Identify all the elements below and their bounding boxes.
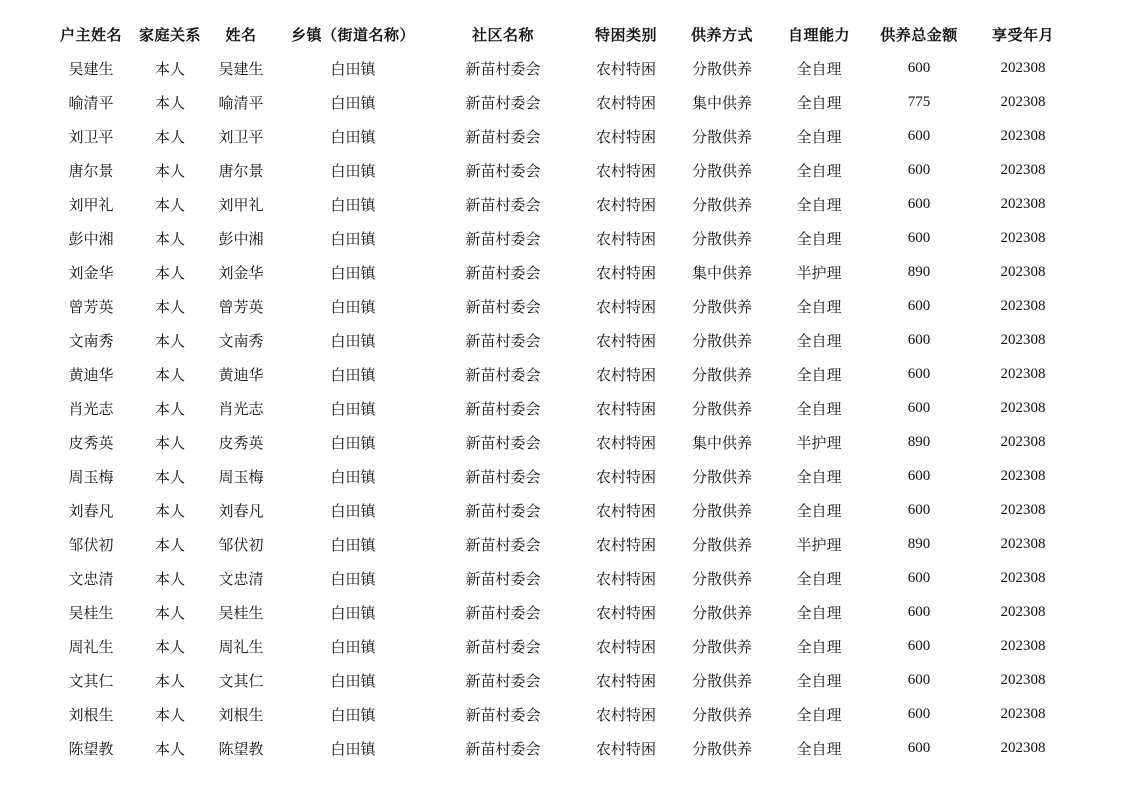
header-category: 特困类别: [594, 25, 657, 44]
cell-self-care: 全自理: [796, 399, 842, 418]
cell-township: 白田镇: [330, 671, 376, 690]
cell-household-head: 陈望教: [68, 739, 114, 758]
cell-amount: 600: [907, 365, 931, 382]
cell-relation: 本人: [154, 331, 185, 350]
cell-category: 农村特困: [595, 161, 656, 180]
cell-name: 文其仁: [218, 671, 264, 690]
cell-relation: 本人: [154, 263, 185, 282]
cell-relation: 本人: [154, 603, 185, 622]
cell-year-month: 202308: [1000, 331, 1046, 348]
cell-year-month: 202308: [1000, 195, 1046, 212]
cell-relation: 本人: [154, 93, 185, 112]
table-row: [46, 187, 1076, 221]
cell-name: 刘春凡: [218, 501, 264, 520]
cell-name: 文忠清: [218, 569, 264, 588]
cell-support-mode: 分散供养: [691, 297, 752, 316]
cell-name: 文南秀: [218, 331, 264, 350]
cell-support-mode: 分散供养: [691, 229, 752, 248]
cell-township: 白田镇: [330, 433, 376, 452]
cell-support-mode: 分散供养: [691, 535, 752, 554]
cell-support-mode: 分散供养: [691, 569, 752, 588]
support-roster-table: [46, 17, 1076, 765]
cell-self-care: 半护理: [796, 263, 842, 282]
cell-amount: 890: [907, 433, 931, 450]
cell-amount: 600: [907, 59, 931, 76]
cell-year-month: 202308: [1000, 433, 1046, 450]
cell-year-month: 202308: [1000, 603, 1046, 620]
cell-self-care: 全自理: [796, 229, 842, 248]
cell-support-mode: 分散供养: [691, 365, 752, 384]
cell-self-care: 全自理: [796, 331, 842, 350]
cell-category: 农村特困: [595, 739, 656, 758]
cell-category: 农村特困: [595, 297, 656, 316]
cell-name: 陈望教: [218, 739, 264, 758]
cell-name: 曾芳英: [218, 297, 264, 316]
table-row: [46, 85, 1076, 119]
cell-category: 农村特困: [595, 467, 656, 486]
cell-community: 新苗村委会: [465, 569, 541, 588]
cell-self-care: 半护理: [796, 535, 842, 554]
cell-self-care: 全自理: [796, 297, 842, 316]
cell-household-head: 文其仁: [68, 671, 114, 690]
cell-category: 农村特困: [595, 59, 656, 78]
cell-year-month: 202308: [1000, 705, 1046, 722]
cell-support-mode: 分散供养: [691, 331, 752, 350]
cell-household-head: 喻清平: [68, 93, 114, 112]
cell-category: 农村特困: [595, 603, 656, 622]
cell-amount: 600: [907, 637, 931, 654]
cell-township: 白田镇: [330, 331, 376, 350]
cell-self-care: 半护理: [796, 433, 842, 452]
cell-amount: 600: [907, 739, 931, 756]
cell-year-month: 202308: [1000, 127, 1046, 144]
cell-support-mode: 分散供养: [691, 705, 752, 724]
cell-township: 白田镇: [330, 467, 376, 486]
cell-community: 新苗村委会: [465, 739, 541, 758]
cell-category: 农村特困: [595, 331, 656, 350]
cell-amount: 600: [907, 705, 931, 722]
cell-year-month: 202308: [1000, 161, 1046, 178]
cell-name: 黄迪华: [218, 365, 264, 384]
cell-support-mode: 集中供养: [691, 93, 752, 112]
cell-relation: 本人: [154, 365, 185, 384]
cell-name: 刘卫平: [218, 127, 264, 146]
cell-self-care: 全自理: [796, 195, 842, 214]
cell-relation: 本人: [154, 433, 185, 452]
cell-amount: 600: [907, 297, 931, 314]
cell-community: 新苗村委会: [465, 433, 541, 452]
cell-amount: 600: [907, 467, 931, 484]
cell-category: 农村特困: [595, 671, 656, 690]
cell-amount: 600: [907, 195, 931, 212]
cell-amount: 600: [907, 331, 931, 348]
cell-relation: 本人: [154, 671, 185, 690]
cell-name: 肖光志: [218, 399, 264, 418]
cell-community: 新苗村委会: [465, 467, 541, 486]
cell-community: 新苗村委会: [465, 365, 541, 384]
table-row: [46, 459, 1076, 493]
header-row: [46, 17, 1076, 51]
cell-township: 白田镇: [330, 161, 376, 180]
cell-self-care: 全自理: [796, 671, 842, 690]
cell-category: 农村特困: [595, 637, 656, 656]
cell-community: 新苗村委会: [465, 229, 541, 248]
cell-relation: 本人: [154, 195, 185, 214]
cell-relation: 本人: [154, 297, 185, 316]
cell-support-mode: 集中供养: [691, 263, 752, 282]
table-row: [46, 561, 1076, 595]
cell-name: 吴桂生: [218, 603, 264, 622]
cell-community: 新苗村委会: [465, 603, 541, 622]
cell-name: 邹伏初: [218, 535, 264, 554]
header-amount: 供养总金额: [880, 25, 958, 44]
header-name: 姓名: [225, 25, 257, 44]
cell-relation: 本人: [154, 229, 185, 248]
cell-year-month: 202308: [1000, 297, 1046, 314]
cell-category: 农村特困: [595, 705, 656, 724]
cell-year-month: 202308: [1000, 501, 1046, 518]
cell-household-head: 黄迪华: [68, 365, 114, 384]
table-row: [46, 51, 1076, 85]
cell-category: 农村特困: [595, 195, 656, 214]
table-row: [46, 323, 1076, 357]
cell-community: 新苗村委会: [465, 161, 541, 180]
cell-year-month: 202308: [1000, 229, 1046, 246]
cell-amount: 600: [907, 501, 931, 518]
cell-support-mode: 分散供养: [691, 637, 752, 656]
table-row: [46, 289, 1076, 323]
table-row: [46, 357, 1076, 391]
cell-relation: 本人: [154, 739, 185, 758]
cell-self-care: 全自理: [796, 59, 842, 78]
cell-township: 白田镇: [330, 535, 376, 554]
header-self-care: 自理能力: [787, 25, 850, 44]
cell-support-mode: 分散供养: [691, 127, 752, 146]
cell-household-head: 周礼生: [68, 637, 114, 656]
cell-category: 农村特困: [595, 433, 656, 452]
cell-name: 周玉梅: [218, 467, 264, 486]
cell-household-head: 文忠清: [68, 569, 114, 588]
table-row: [46, 153, 1076, 187]
cell-self-care: 全自理: [796, 365, 842, 384]
cell-community: 新苗村委会: [465, 297, 541, 316]
cell-amount: 775: [907, 93, 931, 110]
table-row: [46, 221, 1076, 255]
cell-community: 新苗村委会: [465, 331, 541, 350]
table-row: [46, 629, 1076, 663]
cell-year-month: 202308: [1000, 93, 1046, 110]
table-row: [46, 119, 1076, 153]
cell-township: 白田镇: [330, 263, 376, 282]
cell-community: 新苗村委会: [465, 705, 541, 724]
cell-township: 白田镇: [330, 501, 376, 520]
cell-township: 白田镇: [330, 739, 376, 758]
cell-household-head: 曾芳英: [68, 297, 114, 316]
cell-community: 新苗村委会: [465, 671, 541, 690]
cell-township: 白田镇: [330, 195, 376, 214]
cell-category: 农村特困: [595, 127, 656, 146]
cell-self-care: 全自理: [796, 569, 842, 588]
cell-household-head: 唐尔景: [68, 161, 114, 180]
cell-category: 农村特困: [595, 93, 656, 112]
cell-household-head: 吴桂生: [68, 603, 114, 622]
cell-amount: 600: [907, 671, 931, 688]
cell-support-mode: 分散供养: [691, 671, 752, 690]
cell-support-mode: 分散供养: [691, 501, 752, 520]
cell-self-care: 全自理: [796, 637, 842, 656]
cell-household-head: 刘金华: [68, 263, 114, 282]
cell-year-month: 202308: [1000, 671, 1046, 688]
cell-amount: 890: [907, 263, 931, 280]
header-relation: 家庭关系: [138, 25, 201, 44]
cell-relation: 本人: [154, 535, 185, 554]
cell-township: 白田镇: [330, 705, 376, 724]
cell-community: 新苗村委会: [465, 127, 541, 146]
cell-relation: 本人: [154, 59, 185, 78]
header-community: 社区名称: [471, 25, 534, 44]
cell-community: 新苗村委会: [465, 195, 541, 214]
cell-self-care: 全自理: [796, 501, 842, 520]
cell-township: 白田镇: [330, 569, 376, 588]
cell-township: 白田镇: [330, 229, 376, 248]
cell-household-head: 吴建生: [68, 59, 114, 78]
cell-category: 农村特困: [595, 263, 656, 282]
cell-name: 刘根生: [218, 705, 264, 724]
cell-year-month: 202308: [1000, 59, 1046, 76]
table-row: [46, 527, 1076, 561]
cell-household-head: 皮秀英: [68, 433, 114, 452]
cell-township: 白田镇: [330, 365, 376, 384]
cell-community: 新苗村委会: [465, 637, 541, 656]
header-household-head: 户主姓名: [59, 25, 122, 44]
table-row: [46, 663, 1076, 697]
cell-relation: 本人: [154, 161, 185, 180]
cell-township: 白田镇: [330, 603, 376, 622]
cell-township: 白田镇: [330, 59, 376, 78]
cell-household-head: 彭中湘: [68, 229, 114, 248]
cell-township: 白田镇: [330, 127, 376, 146]
cell-support-mode: 分散供养: [691, 59, 752, 78]
cell-name: 皮秀英: [218, 433, 264, 452]
cell-year-month: 202308: [1000, 467, 1046, 484]
cell-name: 刘甲礼: [218, 195, 264, 214]
cell-self-care: 全自理: [796, 603, 842, 622]
cell-township: 白田镇: [330, 637, 376, 656]
cell-relation: 本人: [154, 569, 185, 588]
cell-year-month: 202308: [1000, 569, 1046, 586]
cell-amount: 600: [907, 161, 931, 178]
cell-self-care: 全自理: [796, 93, 842, 112]
cell-amount: 600: [907, 399, 931, 416]
cell-support-mode: 集中供养: [691, 433, 752, 452]
cell-self-care: 全自理: [796, 161, 842, 180]
table-row: [46, 493, 1076, 527]
cell-household-head: 肖光志: [68, 399, 114, 418]
cell-support-mode: 分散供养: [691, 603, 752, 622]
cell-amount: 600: [907, 603, 931, 620]
cell-community: 新苗村委会: [465, 263, 541, 282]
cell-household-head: 刘根生: [68, 705, 114, 724]
cell-township: 白田镇: [330, 297, 376, 316]
cell-community: 新苗村委会: [465, 93, 541, 112]
cell-category: 农村特困: [595, 501, 656, 520]
cell-support-mode: 分散供养: [691, 399, 752, 418]
cell-relation: 本人: [154, 501, 185, 520]
header-year-month: 享受年月: [991, 25, 1054, 44]
cell-self-care: 全自理: [796, 127, 842, 146]
cell-category: 农村特困: [595, 535, 656, 554]
cell-community: 新苗村委会: [465, 399, 541, 418]
cell-year-month: 202308: [1000, 263, 1046, 280]
table-row: [46, 425, 1076, 459]
cell-name: 彭中湘: [218, 229, 264, 248]
cell-relation: 本人: [154, 399, 185, 418]
cell-name: 周礼生: [218, 637, 264, 656]
cell-year-month: 202308: [1000, 637, 1046, 654]
header-support-mode: 供养方式: [690, 25, 753, 44]
cell-amount: 600: [907, 229, 931, 246]
cell-self-care: 全自理: [796, 467, 842, 486]
table-row: [46, 731, 1076, 765]
cell-household-head: 刘甲礼: [68, 195, 114, 214]
cell-household-head: 周玉梅: [68, 467, 114, 486]
table-row: [46, 391, 1076, 425]
table-row: [46, 255, 1076, 289]
cell-support-mode: 分散供养: [691, 739, 752, 758]
cell-community: 新苗村委会: [465, 501, 541, 520]
cell-household-head: 刘卫平: [68, 127, 114, 146]
cell-community: 新苗村委会: [465, 59, 541, 78]
cell-township: 白田镇: [330, 93, 376, 112]
cell-category: 农村特困: [595, 229, 656, 248]
cell-name: 喻清平: [218, 93, 264, 112]
cell-category: 农村特困: [595, 399, 656, 418]
cell-self-care: 全自理: [796, 739, 842, 758]
cell-amount: 890: [907, 535, 931, 552]
cell-relation: 本人: [154, 467, 185, 486]
cell-relation: 本人: [154, 637, 185, 656]
cell-amount: 600: [907, 569, 931, 586]
cell-community: 新苗村委会: [465, 535, 541, 554]
cell-support-mode: 分散供养: [691, 467, 752, 486]
cell-household-head: 邹伏初: [68, 535, 114, 554]
cell-year-month: 202308: [1000, 365, 1046, 382]
table-row: [46, 697, 1076, 731]
cell-relation: 本人: [154, 127, 185, 146]
cell-name: 刘金华: [218, 263, 264, 282]
cell-year-month: 202308: [1000, 739, 1046, 756]
cell-year-month: 202308: [1000, 535, 1046, 552]
cell-self-care: 全自理: [796, 705, 842, 724]
cell-name: 唐尔景: [218, 161, 264, 180]
cell-household-head: 文南秀: [68, 331, 114, 350]
cell-support-mode: 分散供养: [691, 161, 752, 180]
cell-support-mode: 分散供养: [691, 195, 752, 214]
cell-category: 农村特困: [595, 569, 656, 588]
cell-year-month: 202308: [1000, 399, 1046, 416]
cell-township: 白田镇: [330, 399, 376, 418]
cell-amount: 600: [907, 127, 931, 144]
cell-relation: 本人: [154, 705, 185, 724]
cell-category: 农村特困: [595, 365, 656, 384]
cell-name: 吴建生: [218, 59, 264, 78]
table-row: [46, 595, 1076, 629]
header-township: 乡镇（街道名称）: [290, 25, 415, 44]
table-body: [46, 51, 1076, 765]
cell-household-head: 刘春凡: [68, 501, 114, 520]
